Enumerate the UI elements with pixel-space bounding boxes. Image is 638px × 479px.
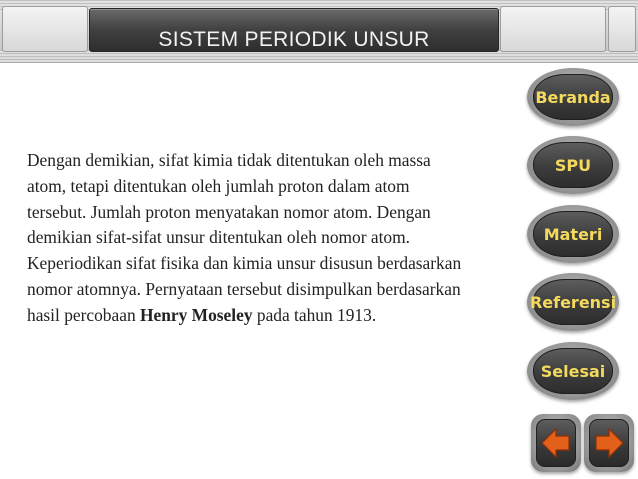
nav-label-referensi: Referensi [529, 292, 617, 312]
paragraph-text-main: Dengan demikian, sifat kimia tidak ditentukan oleh massa atom, tetapi ditentukan oleh jumlah proton dalam atom tersebut. Jumlah proton menyatakan nomor atom. Dengan demikian sifat-sifat unsur ditentukan oleh nomor atom. Keperiodikan sifat fisika dan kimia unsur disusun berdasarkan nomor atomnya. Pernyataan tersebut disimpulkan berdasarkan hasil percobaan [27, 150, 462, 325]
nav-button-materi[interactable] [527, 205, 619, 263]
header-slot-left [2, 6, 88, 52]
header-bar [0, 0, 638, 63]
nav-label-spu: SPU [554, 155, 592, 175]
page-title: SISTEM PERIODIK UNSUR [158, 28, 430, 51]
prev-button[interactable] [531, 414, 581, 472]
paragraph-text-end: pada tahun 1913. [252, 304, 377, 325]
nav-label-beranda: Beranda [535, 87, 611, 107]
nav-label-materi: Materi [543, 224, 603, 244]
nav-button-referensi[interactable] [527, 273, 619, 331]
next-button[interactable] [584, 414, 634, 472]
title-banner [89, 8, 499, 52]
header-slot-far-right [608, 6, 636, 52]
nav-label-selesai: Selesai [540, 361, 606, 381]
header-slot-right [500, 6, 606, 52]
arrow-right-icon [593, 426, 625, 460]
nav-button-selesai[interactable] [527, 342, 619, 400]
arrow-left-icon [540, 426, 572, 460]
nav-button-beranda[interactable] [527, 68, 619, 126]
body-paragraph [27, 148, 467, 329]
nav-button-spu[interactable] [527, 136, 619, 194]
scientist-name: Henry Moseley [140, 304, 253, 325]
